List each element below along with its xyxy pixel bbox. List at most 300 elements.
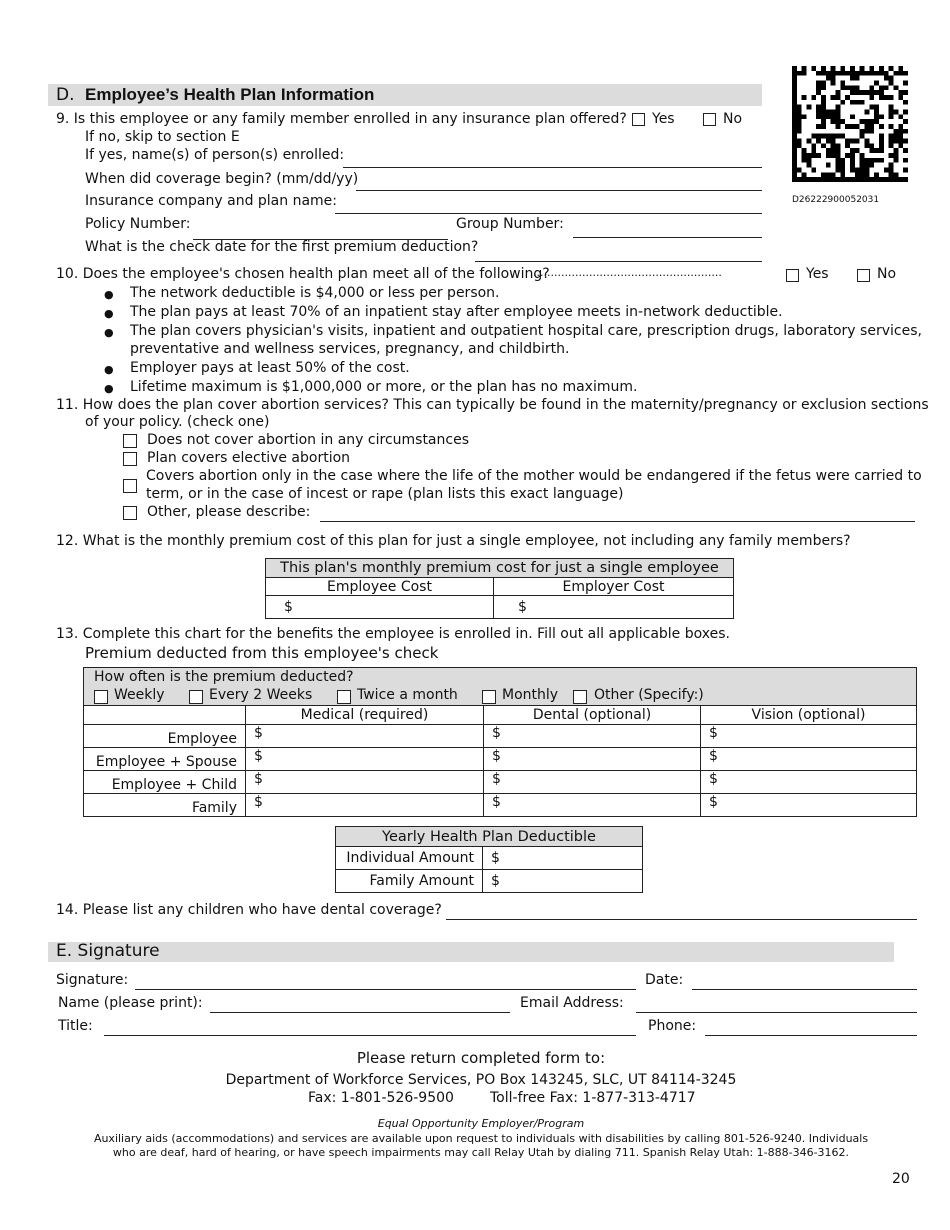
q13-how-often-label: How often is the premium deducted? (94, 669, 354, 685)
barcode-module (826, 114, 831, 119)
freq-twice-month-label: Twice a month (357, 687, 458, 703)
q13-subtitle: Premium deducted from this employee's check (85, 644, 439, 662)
q10-yes-label: Yes (806, 266, 829, 282)
barcode-module (831, 66, 836, 71)
barcode-module (898, 134, 903, 139)
barcode-module (889, 81, 894, 86)
barcode-module (816, 85, 821, 90)
barcode-module (797, 143, 802, 148)
q12-employer-cost-header: Employer Cost (494, 578, 734, 596)
barcode-module (869, 95, 874, 100)
barcode-module (850, 158, 855, 163)
barcode-module (898, 114, 903, 119)
title-label: Title: (58, 1018, 93, 1034)
section-e-title: E. Signature (56, 941, 160, 961)
barcode-module (840, 66, 845, 71)
barcode-module (831, 143, 836, 148)
barcode-module (869, 129, 874, 134)
barcode-module (903, 71, 908, 76)
barcode-module (816, 124, 821, 129)
q11-other-describe-field[interactable] (320, 521, 915, 522)
barcode-module (903, 177, 908, 182)
barcode-module (894, 129, 899, 134)
barcode-module (879, 66, 884, 71)
barcode-module (889, 110, 894, 115)
barcode-module (816, 105, 821, 110)
barcode-module (898, 90, 903, 95)
barcode-module (792, 105, 797, 110)
q10-question: 10. Does the employee's chosen health plan meet all of the following? (56, 266, 550, 282)
q13-child-dental-input[interactable] (484, 771, 701, 794)
barcode-module (836, 114, 841, 119)
signature-field[interactable] (135, 989, 636, 990)
dollar-sign: $ (709, 748, 718, 764)
barcode-module (869, 105, 874, 110)
barcode-module (898, 139, 903, 144)
barcode-module (903, 168, 908, 173)
q11-option-2-checkbox[interactable] (123, 452, 137, 466)
barcode-module (874, 81, 879, 86)
barcode-module (855, 124, 860, 129)
q9-check-date-label: What is the check date for the first premium deduction? (85, 239, 479, 255)
q9-names-field[interactable] (343, 167, 762, 168)
barcode-module (879, 114, 884, 119)
dollar-sign: $ (492, 725, 501, 741)
freq-monthly-checkbox[interactable] (482, 690, 496, 704)
email-field[interactable] (636, 1012, 917, 1013)
q10-bullet-2: The plan pays at least 70% of an inpatient stay after employee meets in-network deductible. (130, 304, 783, 320)
deductible-table (335, 826, 643, 893)
barcode-module (855, 85, 860, 90)
q11-option-4-checkbox[interactable] (123, 506, 137, 520)
barcode-module (850, 177, 855, 182)
section-d-letter: D. (56, 85, 75, 105)
barcode-module (865, 158, 870, 163)
barcode-module (821, 177, 826, 182)
q13-row-family-label: Family (84, 794, 246, 817)
q13-family-dental-input[interactable] (484, 794, 701, 817)
barcode-module (850, 148, 855, 153)
dollar-sign: $ (254, 725, 263, 741)
aux-aids-line1: Auxiliary aids (accommodations) and services are available upon request to individuals with disabilities by calling 801-526-9240. Individuals (93, 1132, 869, 1145)
barcode-module (894, 71, 899, 76)
barcode-module (797, 119, 802, 124)
barcode-module (797, 129, 802, 134)
dollar-sign: $ (284, 599, 293, 615)
barcode-module (879, 143, 884, 148)
barcode-module (792, 168, 797, 173)
barcode-module (845, 85, 850, 90)
freq-twice-month-checkbox[interactable] (337, 690, 351, 704)
barcode-module (826, 177, 831, 182)
signature-label: Signature: (56, 972, 129, 988)
barcode-module (826, 153, 831, 158)
barcode-module (821, 134, 826, 139)
barcode-module (860, 119, 865, 124)
barcode-module (898, 143, 903, 148)
bullet-icon: ● (104, 307, 114, 320)
barcode-module (802, 158, 807, 163)
barcode-module (792, 153, 797, 158)
barcode-module (821, 119, 826, 124)
barcode-module (860, 100, 865, 105)
barcode-module (869, 85, 874, 90)
barcode-module (850, 163, 855, 168)
dollar-sign: $ (491, 850, 500, 866)
barcode-module (869, 177, 874, 182)
q12-question: 12. What is the monthly premium cost of this plan for just a single employee, not including any family members? (56, 533, 851, 549)
barcode-module (792, 124, 797, 129)
q9-no-label: No (723, 111, 743, 127)
barcode-module (855, 71, 860, 76)
barcode-module (903, 148, 908, 153)
barcode-module (894, 148, 899, 153)
barcode-module (792, 143, 797, 148)
q10-bullet-3a: The plan covers physician's visits, inpatient and outpatient hospital care, prescription drugs, laboratory services, (130, 323, 922, 339)
bullet-icon: ● (104, 326, 114, 339)
barcode-module (836, 90, 841, 95)
barcode-module (845, 153, 850, 158)
q11-option-4-label: Other, please describe: (147, 504, 311, 520)
barcode-module (807, 177, 812, 182)
q13-question: 13. Complete this chart for the benefits the employee is enrolled in. Fill out all applicable boxes. (56, 626, 730, 642)
barcode-module (869, 148, 874, 153)
q10-bullet-3b: preventative and wellness services, pregnancy, and childbirth. (130, 341, 570, 357)
barcode-module (860, 177, 865, 182)
barcode-module (894, 172, 899, 177)
dollar-sign: $ (254, 771, 263, 787)
barcode-module (860, 90, 865, 95)
barcode-module (860, 71, 865, 76)
barcode-module (821, 85, 826, 90)
barcode-module (894, 177, 899, 182)
barcode-module (865, 168, 870, 173)
barcode-module (821, 105, 826, 110)
freq-weekly-checkbox[interactable] (94, 690, 108, 704)
barcode-module (845, 71, 850, 76)
barcode-module (836, 119, 841, 124)
barcode-module (889, 114, 894, 119)
section-e-header-bar (48, 942, 894, 962)
barcode-module (903, 90, 908, 95)
barcode-module (889, 66, 894, 71)
barcode-module (869, 71, 874, 76)
dollar-sign: $ (492, 748, 501, 764)
q13-employee-medical-input[interactable] (246, 725, 484, 748)
barcode-module (792, 158, 797, 163)
barcode-module (879, 85, 884, 90)
barcode-module (831, 114, 836, 119)
q9-skip-note: If no, skip to section E (85, 129, 240, 145)
deductible-individual-input[interactable] (483, 847, 643, 870)
q13-spouse-dental-input[interactable] (484, 748, 701, 771)
barcode-module (836, 124, 841, 129)
barcode-module (874, 172, 879, 177)
q14-children-field[interactable] (446, 919, 917, 920)
barcode-module (860, 134, 865, 139)
freq-other-label: Other (Specify:) (594, 687, 704, 703)
q11-question-line1: 11. How does the plan cover abortion services? This can typically be found in the maternity/pregnancy or exclusion sections (56, 397, 929, 413)
barcode-module (792, 85, 797, 90)
bullet-icon: ● (104, 382, 114, 395)
barcode-module (860, 153, 865, 158)
barcode-module (797, 177, 802, 182)
barcode-module (840, 134, 845, 139)
freq-every-2-weeks-label: Every 2 Weeks (209, 687, 313, 703)
barcode-module (865, 119, 870, 124)
q9-group-label: Group Number: (456, 216, 564, 232)
barcode-module (821, 114, 826, 119)
freq-every-2-weeks-checkbox[interactable] (189, 690, 203, 704)
barcode-module (831, 95, 836, 100)
barcode-module (831, 139, 836, 144)
barcode-module (831, 81, 836, 86)
q9-group-field[interactable] (573, 237, 762, 238)
barcode-module (894, 139, 899, 144)
barcode-module (889, 95, 894, 100)
q9-insurance-field[interactable] (335, 213, 762, 214)
barcode-module (816, 90, 821, 95)
freq-weekly-label: Weekly (114, 687, 165, 703)
barcode-module (811, 168, 816, 173)
q12-employee-cost-input[interactable] (266, 596, 494, 619)
barcode-module (792, 172, 797, 177)
barcode-module (869, 158, 874, 163)
barcode-module (850, 168, 855, 173)
q11-option-2-label: Plan covers elective abortion (147, 450, 351, 466)
q9-yes-checkbox[interactable] (632, 113, 645, 126)
q12-employer-cost-input[interactable] (494, 596, 734, 619)
barcode-module (874, 71, 879, 76)
barcode-module (797, 168, 802, 173)
phone-field[interactable] (705, 1035, 917, 1036)
q11-option-1-checkbox[interactable] (123, 434, 137, 448)
barcode-module (807, 153, 812, 158)
q9-coverage-label: When did coverage begin? (mm/dd/yy) (85, 171, 359, 187)
q11-option-3-label-a: Covers abortion only in the case where the life of the mother would be endangered if the fetus were carried to (146, 468, 922, 484)
barcode-module (894, 158, 899, 163)
barcode-module (802, 153, 807, 158)
barcode-module (816, 71, 821, 76)
barcode-module (845, 143, 850, 148)
q13-row-child-label: Employee + Child (84, 771, 246, 794)
barcode-module (855, 139, 860, 144)
barcode-module (865, 163, 870, 168)
barcode-module (884, 177, 889, 182)
q13-child-medical-input[interactable] (246, 771, 484, 794)
q9-no-checkbox[interactable] (703, 113, 716, 126)
barcode-module (792, 129, 797, 134)
q13-benefits-table (83, 705, 917, 817)
barcode-module (874, 105, 879, 110)
barcode-module (865, 143, 870, 148)
q11-option-3-checkbox[interactable] (123, 479, 137, 493)
barcode-module (821, 95, 826, 100)
barcode-module (797, 139, 802, 144)
barcode-module (860, 129, 865, 134)
date-label: Date: (645, 972, 684, 988)
barcode-module (807, 158, 812, 163)
barcode-module (826, 148, 831, 153)
q12-employee-cost-header: Employee Cost (266, 578, 494, 596)
barcode-module (811, 95, 816, 100)
eoe-statement: Equal Opportunity Employer/Program (377, 1117, 585, 1130)
barcode-module (898, 124, 903, 129)
barcode-module (869, 124, 874, 129)
q12-premium-table (265, 558, 734, 619)
barcode-module (836, 148, 841, 153)
barcode-module (840, 100, 845, 105)
barcode-module (874, 110, 879, 115)
dollar-sign: $ (709, 725, 718, 741)
q9-coverage-field[interactable] (356, 190, 762, 191)
deductible-family-input[interactable] (483, 870, 643, 893)
barcode-module (831, 110, 836, 115)
deductible-title: Yearly Health Plan Deductible (336, 827, 643, 847)
barcode-module (889, 105, 894, 110)
barcode-module (884, 71, 889, 76)
barcode-module (855, 100, 860, 105)
barcode-module (869, 119, 874, 124)
q10-yes-checkbox[interactable] (786, 269, 799, 282)
barcode-module (869, 90, 874, 95)
barcode-module (831, 76, 836, 81)
q13-family-vision-input[interactable] (701, 794, 917, 817)
barcode-module (831, 148, 836, 153)
barcode-module (845, 139, 850, 144)
barcode-module (850, 100, 855, 105)
barcode-module (889, 124, 894, 129)
barcode-module (802, 172, 807, 177)
section-d-title: Employee’s Health Plan Information (85, 85, 375, 104)
barcode-module (792, 81, 797, 86)
barcode-module (836, 168, 841, 173)
barcode-module (903, 129, 908, 134)
freq-other-checkbox[interactable] (573, 690, 587, 704)
q13-row-employee-label: Employee (84, 725, 246, 748)
q9-check-date-field[interactable] (475, 261, 762, 262)
barcode-module (807, 163, 812, 168)
q13-spouse-vision-input[interactable] (701, 748, 917, 771)
barcode-module (894, 85, 899, 90)
barcode-module (850, 66, 855, 71)
q10-bullet-1: The network deductible is $4,000 or less per person. (130, 285, 500, 301)
barcode-module (850, 139, 855, 144)
barcode-module (850, 90, 855, 95)
q13-family-medical-input[interactable] (246, 794, 484, 817)
barcode-module (850, 76, 855, 81)
barcode-module (884, 95, 889, 100)
name-label: Name (please print): (58, 995, 203, 1011)
dollar-sign: $ (492, 771, 501, 787)
barcode-module (802, 71, 807, 76)
q13-vision-header: Vision (optional) (701, 706, 917, 725)
barcode-module (869, 66, 874, 71)
barcode-module (826, 134, 831, 139)
barcode-module (840, 158, 845, 163)
barcode-module (792, 76, 797, 81)
q10-bullet-5: Lifetime maximum is $1,000,000 or more, or the plan has no maximum. (130, 379, 638, 395)
date-field[interactable] (692, 989, 917, 990)
q10-leader-dots: ...................................................... (533, 266, 722, 279)
barcode-module (836, 153, 841, 158)
barcode-module (865, 177, 870, 182)
barcode-module (831, 153, 836, 158)
barcode-module (869, 163, 874, 168)
barcode-module (792, 90, 797, 95)
barcode-module (903, 139, 908, 144)
barcode-module (879, 90, 884, 95)
barcode-module (831, 172, 836, 177)
barcode-module (826, 139, 831, 144)
barcode-module (816, 114, 821, 119)
name-field[interactable] (210, 1012, 510, 1013)
q13-corner-cell (84, 706, 246, 725)
q9-names-label: If yes, name(s) of person(s) enrolled: (85, 147, 345, 163)
q13-employee-vision-input[interactable] (701, 725, 917, 748)
q10-bullet-4: Employer pays at least 50% of the cost. (130, 360, 410, 376)
barcode-2d-icon (791, 66, 909, 182)
q13-child-vision-input[interactable] (701, 771, 917, 794)
q9-insurance-label: Insurance company and plan name: (85, 193, 337, 209)
barcode-module (836, 134, 841, 139)
deductible-individual-label: Individual Amount (336, 847, 483, 870)
title-field[interactable] (104, 1035, 636, 1036)
barcode-module (884, 168, 889, 173)
barcode-module (898, 66, 903, 71)
barcode-module (860, 172, 865, 177)
barcode-module (792, 119, 797, 124)
barcode-module (807, 105, 812, 110)
q10-no-label: No (877, 266, 897, 282)
barcode-module (792, 95, 797, 100)
dollar-sign: $ (709, 771, 718, 787)
q11-option-3-label-b: term, or in the case of incest or rape (plan lists this exact language) (146, 486, 624, 502)
q9-yes-label: Yes (652, 111, 675, 127)
barcode-module (816, 134, 821, 139)
q10-no-checkbox[interactable] (857, 269, 870, 282)
barcode-module (860, 168, 865, 173)
barcode-module (811, 134, 816, 139)
barcode-module (792, 71, 797, 76)
barcode-module (865, 90, 870, 95)
barcode-module (850, 124, 855, 129)
barcode-module (898, 129, 903, 134)
barcode-module (879, 124, 884, 129)
barcode-module (874, 177, 879, 182)
q11-question-line2: of your policy. (check one) (85, 414, 270, 430)
barcode-module (802, 66, 807, 71)
barcode-module (845, 95, 850, 100)
barcode-module (889, 163, 894, 168)
q13-employee-dental-input[interactable] (484, 725, 701, 748)
barcode-module (879, 139, 884, 144)
barcode-module (821, 71, 826, 76)
barcode-module (797, 110, 802, 115)
barcode-module (792, 163, 797, 168)
barcode-module (792, 134, 797, 139)
barcode-module (792, 139, 797, 144)
q13-spouse-medical-input[interactable] (246, 748, 484, 771)
barcode-module (898, 95, 903, 100)
barcode-module (865, 110, 870, 115)
barcode-module (836, 163, 841, 168)
barcode-module (855, 76, 860, 81)
q13-medical-header: Medical (required) (246, 706, 484, 725)
barcode-module (889, 168, 894, 173)
fax-number: Fax: 1-801-526-9500 (308, 1090, 454, 1106)
barcode-module (865, 71, 870, 76)
